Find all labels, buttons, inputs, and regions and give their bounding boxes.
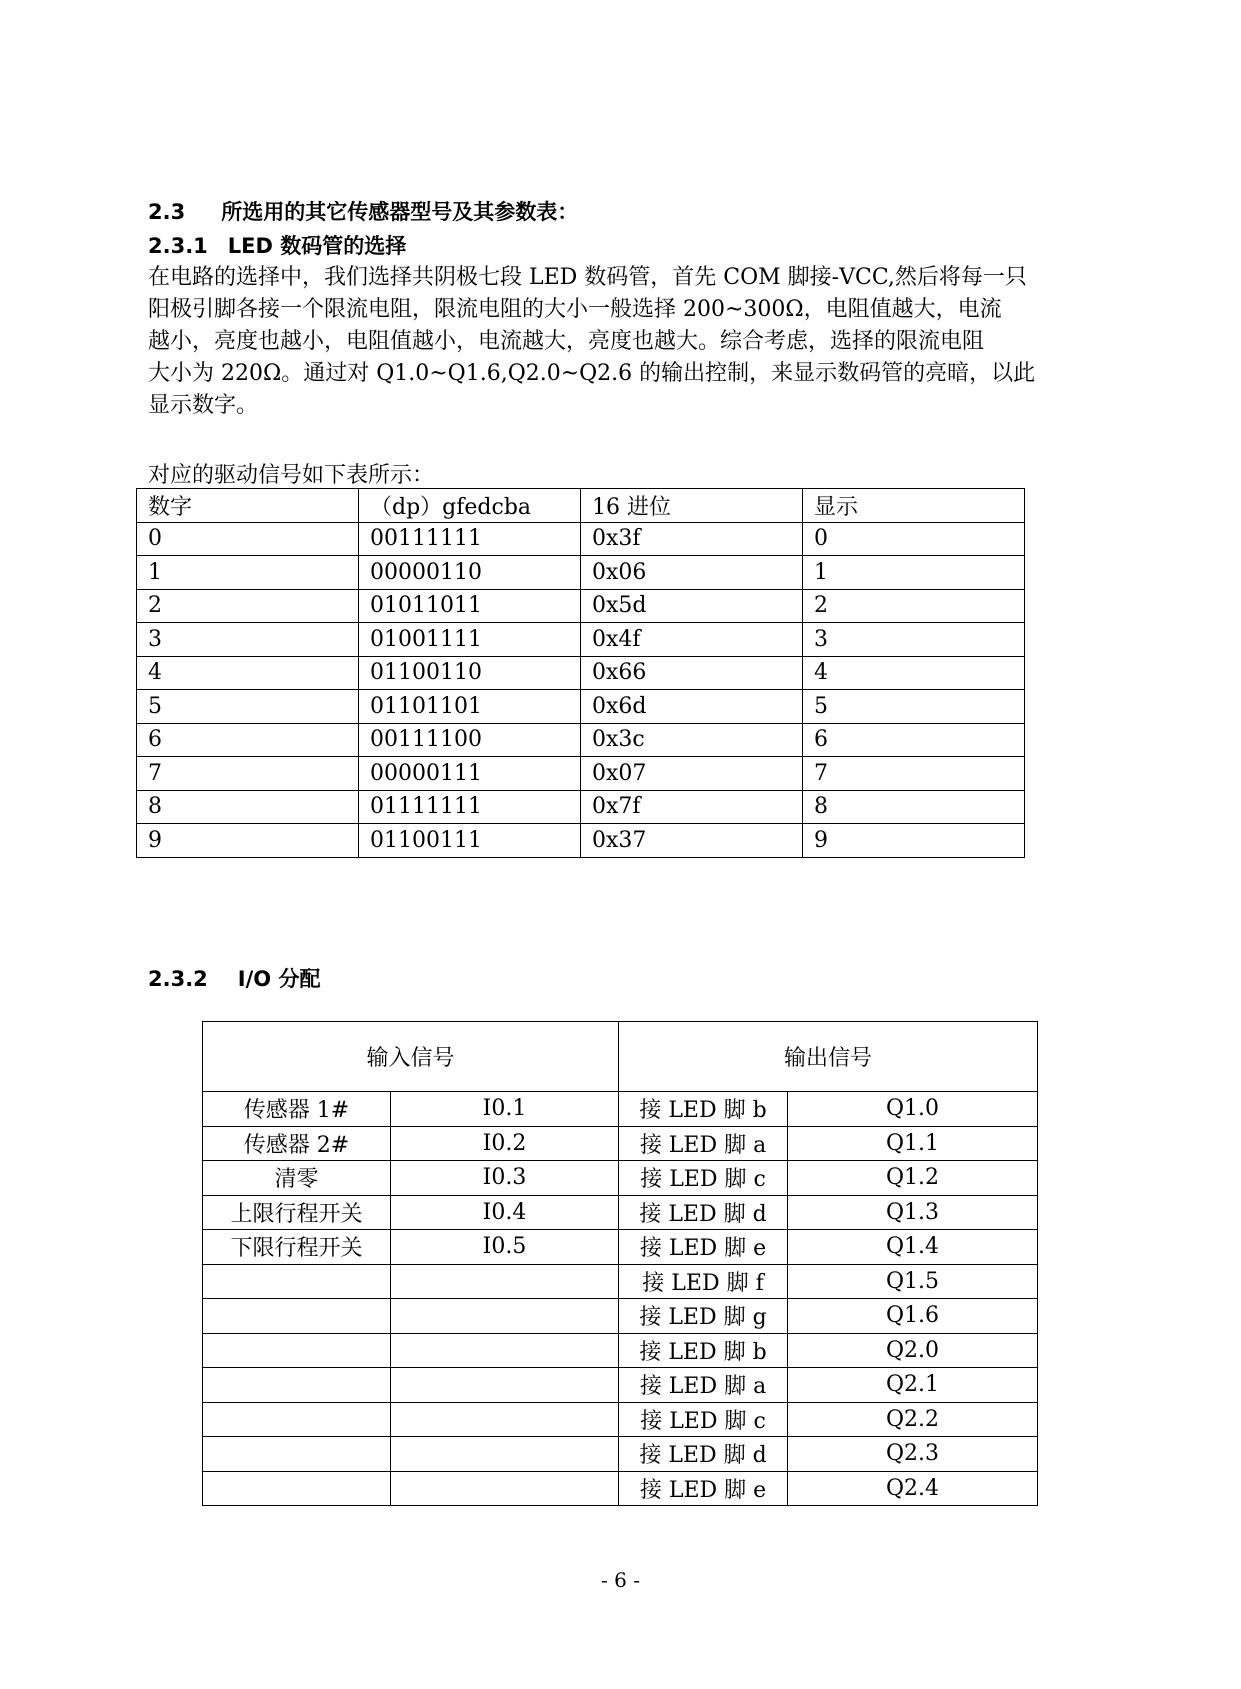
table-cell: 7 [137,757,359,791]
table-cell: Q1.5 [788,1264,1038,1299]
table-cell: 0x66 [581,656,803,690]
section-title: I/O 分配 [237,967,321,991]
table-cell: 0x4f [581,623,803,657]
table-cell [203,1299,391,1334]
table-cell: 0x3f [581,522,803,556]
table-cell: I0.5 [391,1230,619,1265]
table-cell: 8 [137,790,359,824]
table-cell: 接 LED 脚 c [619,1161,788,1196]
io-allocation-table [202,1021,1038,1506]
table-cell: 01100111 [359,824,581,858]
table-cell: Q1.6 [788,1299,1038,1334]
io-table-header-row [203,1022,1038,1092]
table-cell: 2 [803,589,1025,623]
table-cell: 4 [803,656,1025,690]
table-cell: 上限行程开关 [203,1195,391,1230]
table-cell: 16 进位 [581,489,803,523]
table-cell: 0x7f [581,790,803,824]
input-signal-header: 输入信号 [203,1022,619,1092]
table-cell [391,1264,619,1299]
table-cell [203,1333,391,1368]
table-cell [391,1437,619,1472]
table-cell: 0x6d [581,690,803,724]
drive-table-caption: 对应的驱动信号如下表所示： [148,463,435,488]
table-cell: 00000111 [359,757,581,791]
table-cell: 3 [803,623,1025,657]
table-row [203,1333,1038,1368]
table-row [203,1230,1038,1265]
table-cell: 数字 [137,489,359,523]
table-cell [203,1437,391,1472]
table-cell: I0.3 [391,1161,619,1196]
table-cell: Q1.4 [788,1230,1038,1265]
table-row [137,623,1025,657]
table-row [203,1161,1038,1196]
table-cell: 接 LED 脚 g [619,1299,788,1334]
table-cell [391,1402,619,1437]
table-cell: 00111111 [359,522,581,556]
table-row [137,690,1025,724]
table-cell [203,1368,391,1403]
table-row [203,1126,1038,1161]
table-cell: 0x37 [581,824,803,858]
table-cell: 0x5d [581,589,803,623]
table-cell: 3 [137,623,359,657]
table-cell: 接 LED 脚 d [619,1437,788,1472]
table-cell: 6 [803,723,1025,757]
table-cell: 接 LED 脚 e [619,1471,788,1506]
table-cell: 01001111 [359,623,581,657]
table-cell [391,1471,619,1506]
section-2-3-2-heading [148,963,320,993]
table-cell: Q1.2 [788,1161,1038,1196]
table-cell: 0x07 [581,757,803,791]
table-cell: 9 [803,824,1025,858]
table-cell: 4 [137,656,359,690]
table-cell: 5 [803,690,1025,724]
table-row [203,1299,1038,1334]
table-row [137,757,1025,791]
table-cell: Q1.1 [788,1126,1038,1161]
section-title: 所选用的其它传感器型号及其参数表： [221,200,579,224]
table-cell: Q2.0 [788,1333,1038,1368]
table-cell: 1 [803,556,1025,590]
table-cell: Q2.3 [788,1437,1038,1472]
table-row [203,1471,1038,1506]
table-cell: 接 LED 脚 b [619,1333,788,1368]
table-row [203,1092,1038,1127]
table-cell: 0 [137,522,359,556]
table-row [203,1195,1038,1230]
page-number: - 6 - [601,1568,640,1592]
table-row [137,556,1025,590]
table-cell: （dp）gfedcba [359,489,581,523]
table-cell [203,1264,391,1299]
table-cell: 7 [803,757,1025,791]
table-cell: Q2.2 [788,1402,1038,1437]
table-row [137,824,1025,858]
table-cell: 8 [803,790,1025,824]
table-cell: 2 [137,589,359,623]
table-row [137,522,1025,556]
table-cell: 1 [137,556,359,590]
table-cell [391,1333,619,1368]
table-cell: 下限行程开关 [203,1230,391,1265]
section-number: 2.3.2 [148,967,208,991]
table-row [137,589,1025,623]
table-cell: 0x3c [581,723,803,757]
table-row [203,1368,1038,1403]
table-cell [391,1299,619,1334]
table-cell: 显示 [803,489,1025,523]
table-cell: 接 LED 脚 c [619,1402,788,1437]
table-cell: 接 LED 脚 a [619,1126,788,1161]
table-cell [391,1368,619,1403]
table-cell: 01011011 [359,589,581,623]
output-signal-header: 输出信号 [619,1022,1038,1092]
body-paragraph: 在电路的选择中，我们选择共阴极七段 LED 数码管，首先 COM 脚接-VCC,然后将每一只 阳极引脚各接一个限流电阻，限流电阻的大小一般选择 200~300Ω，电阻值越大，电流 越小，亮度也越小，电阻值越小，电流越大，亮度也越大。综合考虑，选择的限流电阻 大小为 220Ω。通过对 Q1.0~Q1.6,Q2.0~Q2.6 的输出控制，来显示数码管的亮暗，以此 显示数字。 [148,265,1036,418]
table-row [203,1264,1038,1299]
table-cell: 01111111 [359,790,581,824]
table-header-row [137,489,1025,523]
section-title: LED 数码管的选择 [227,234,407,258]
table-cell: 传感器 2# [203,1126,391,1161]
table-cell [203,1471,391,1506]
section-number: 2.3.1 [148,234,208,258]
table-cell: 清零 [203,1161,391,1196]
table-cell: 接 LED 脚 a [619,1368,788,1403]
table-cell: I0.1 [391,1092,619,1127]
table-row [203,1437,1038,1472]
table-cell: Q2.1 [788,1368,1038,1403]
table-cell: 6 [137,723,359,757]
table-cell: 0x06 [581,556,803,590]
section-2-3-heading [148,196,578,226]
table-cell: Q1.3 [788,1195,1038,1230]
table-cell: 5 [137,690,359,724]
table-cell: I0.2 [391,1126,619,1161]
table-row [137,656,1025,690]
section-2-3-1-heading [148,230,406,260]
table-cell: 00111100 [359,723,581,757]
table-cell: 9 [137,824,359,858]
table-row [203,1402,1038,1437]
table-cell: I0.4 [391,1195,619,1230]
table-cell: 00000110 [359,556,581,590]
table-cell: 0 [803,522,1025,556]
table-cell: 01100110 [359,656,581,690]
table-cell: Q1.0 [788,1092,1038,1127]
table-cell: 接 LED 脚 e [619,1230,788,1265]
table-cell: 接 LED 脚 b [619,1092,788,1127]
table-cell: 传感器 1# [203,1092,391,1127]
table-cell: 接 LED 脚 d [619,1195,788,1230]
table-row [137,723,1025,757]
table-cell [203,1402,391,1437]
table-cell: 接 LED 脚 f [619,1264,788,1299]
drive-signal-table [136,488,1025,858]
table-cell: 01101101 [359,690,581,724]
table-cell: Q2.4 [788,1471,1038,1506]
section-number: 2.3 [148,200,186,224]
table-row [137,790,1025,824]
